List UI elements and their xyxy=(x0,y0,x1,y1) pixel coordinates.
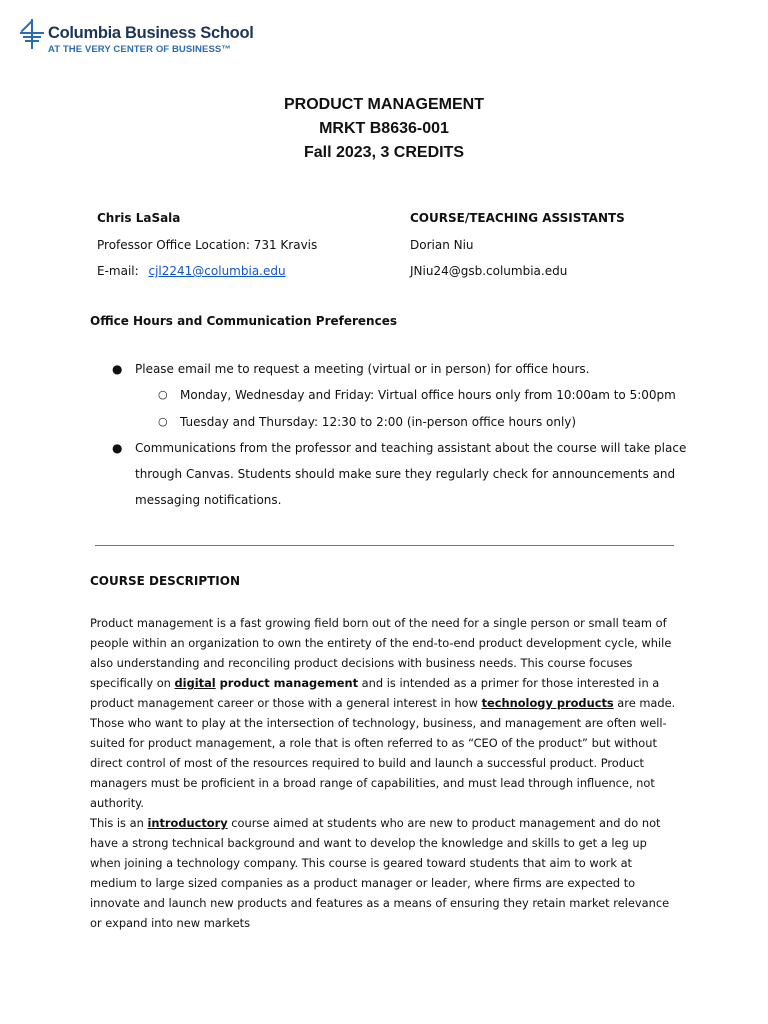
paragraph-text: course aimed at students who are new to product management and do not have a strong technical background and want to develop the knowledge and skills to get a leg up when joining a technology company. This course is geared toward students that aim to work at medium to large sized companies as a product manager or leader, where firms are expected to innovate and launch new products and features as a means of ensuring they retain market relevance or expand into new markets xyxy=(90,816,670,930)
list-item-text: Please email me to request a meeting (virtual or in person) for office hours. xyxy=(135,362,590,376)
assistant-email: JNiu24@gsb.columbia.edu xyxy=(410,264,568,278)
assistants-info xyxy=(410,208,710,288)
course-description-heading: COURSE DESCRIPTION xyxy=(90,574,241,588)
instructor-office: Professor Office Location: 731 Kravis xyxy=(97,237,318,252)
circle-bullet-icon: ○ xyxy=(158,414,168,428)
circle-bullet-icon: ○ xyxy=(158,388,168,401)
assistants-heading: COURSE/TEACHING ASSISTANTS xyxy=(410,211,625,225)
list-item xyxy=(90,435,690,513)
instructor-info xyxy=(97,208,387,288)
section-divider xyxy=(95,545,674,546)
emphasis-introductory: introductory xyxy=(147,816,228,830)
course-code: MRKT B8636-001 xyxy=(319,120,449,137)
office-hours-list xyxy=(90,356,690,513)
school-name: Columbia Business School xyxy=(48,24,254,42)
emphasis-digital: digital xyxy=(174,676,216,690)
instructor-email-row xyxy=(97,261,387,288)
course-description-paragraph-1 xyxy=(90,613,678,813)
assistant-name: Dorian Niu xyxy=(410,237,474,252)
paragraph-text: Product management is a fast growing field born out of the need for a single person or small team of people within an organization to own the entirety of the end-to-end product development cycle, while also understanding and reconciling product decisions with business needs. This course focuses specifically on xyxy=(90,616,672,690)
paragraph-text: This is an xyxy=(90,816,148,830)
list-item-text: Monday, Wednesday and Friday: Virtual office hours only from 10:00am to 5:00pm xyxy=(180,388,676,402)
columbia-crown-icon xyxy=(18,19,46,49)
instructor-email-link[interactable]: cjl2241@columbia.edu xyxy=(148,264,286,278)
instructor-name: Chris LaSala xyxy=(97,211,181,225)
paragraph-text: are made. Those who want to play at the intersection of technology, business, and management are often well-suited for product management, a role that is often referred to as “CEO of the product” but without direct control of most of the resources required to build and launch a successful product. Product managers must be proficient in a broad range of capabilities, and must lead through influence, not authority. xyxy=(90,696,676,810)
emphasis-technology-products: technology products xyxy=(481,696,614,710)
email-label: E-mail: xyxy=(97,264,139,278)
list-item-text: Communications from the professor and teaching assistant about the course will take place through Canvas. Students should make sure they regularly check for announcements and messaging notifications. xyxy=(135,441,687,507)
office-hours-heading: Office Hours and Communication Preferences xyxy=(90,314,397,328)
list-item xyxy=(90,356,690,382)
course-term: Fall 2023, 3 CREDITS xyxy=(303,144,465,161)
emphasis-product-management: product management xyxy=(215,676,359,690)
paragraph-text: and is intended as a primer for those interested in a product management career or those with a general interest in how xyxy=(90,676,660,710)
course-title-block xyxy=(0,93,768,165)
course-description-paragraph-2 xyxy=(90,813,678,933)
course-title: PRODUCT MANAGEMENT xyxy=(284,96,484,113)
school-tagline: AT THE VERY CENTER OF BUSINESS™ xyxy=(48,44,231,55)
bullet-icon: ● xyxy=(112,441,123,455)
list-item-text: Tuesday and Thursday: 12:30 to 2:00 (in-person office hours only) xyxy=(180,414,577,429)
list-item xyxy=(90,409,690,436)
bullet-icon: ● xyxy=(112,362,123,376)
list-item xyxy=(90,382,690,409)
